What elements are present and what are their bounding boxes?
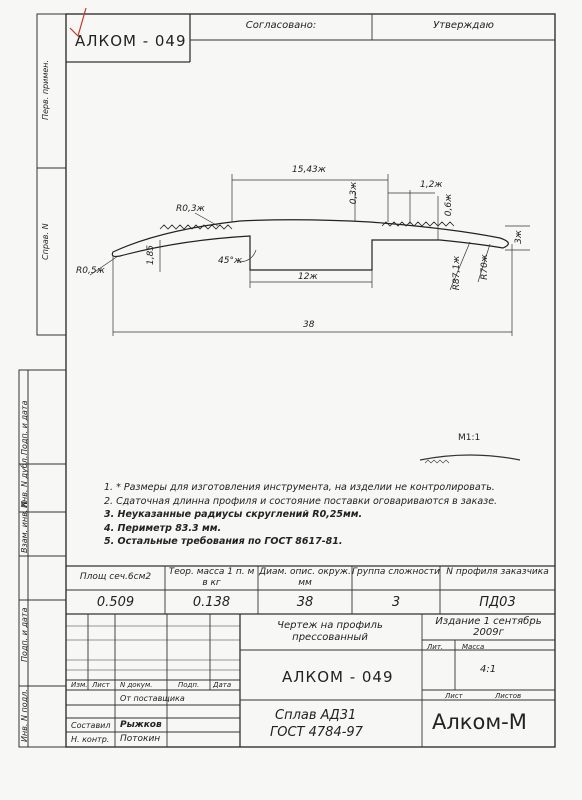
dim-outer-radius: R87,1ж	[452, 255, 463, 291]
spec-header-diameter: Диам. опис. окруж. мм	[259, 567, 351, 588]
spec-value-profile-no: ПД03	[479, 595, 516, 610]
side-label-podp-data-2: Подп. и дата	[20, 607, 29, 662]
col-sign: Подп.	[178, 681, 200, 689]
note-3: 3. Неуказанные радиусы скруглений R0,25мм.	[104, 509, 363, 520]
side-label-vzam-inv: Взам. инв. N	[20, 501, 29, 553]
material-alloy: Сплав АД31	[275, 708, 357, 723]
company-name: Алком-М	[432, 710, 527, 734]
side-label-podp-data-1: Подп. и дата	[20, 400, 29, 455]
dim-inner-radius: R70ж	[479, 254, 490, 280]
side-label-sprav: Справ. N	[41, 223, 50, 260]
dim-tooth-height: 0,3ж	[349, 181, 360, 205]
name-norm-control: Потокин	[120, 734, 161, 744]
dim-edge-radius: R0,5ж	[76, 266, 105, 276]
scale-sketch-label: М1:1	[458, 433, 481, 443]
col-list: Лист	[92, 681, 110, 689]
sheets-label: Листов	[495, 692, 522, 700]
from-supplier: От поставщика	[120, 694, 185, 703]
mass-label: Масса	[462, 643, 485, 651]
dim-top-thickness: 0,6ж	[444, 193, 455, 217]
spec-header-profile-no: N профиля заказчика	[446, 567, 549, 577]
role-norm-control: Н. контр.	[71, 735, 110, 744]
col-date: Дата	[213, 681, 232, 689]
note-5: 5. Остальные требования по ГОСТ 8617-81.	[104, 536, 343, 547]
approved-label: Утверждаю	[433, 20, 494, 31]
drawing-code: АЛКОМ - 049	[75, 32, 187, 50]
spec-value-area: 0.509	[96, 595, 135, 610]
side-label-inv-podl: Инв. N подл.	[20, 689, 29, 742]
role-author: Составил	[71, 721, 111, 730]
dim-height: 3ж	[513, 230, 524, 244]
name-author: Рыжков	[120, 720, 162, 730]
spec-value-mass: 0.138	[192, 595, 231, 610]
spec-value-group: 3	[391, 595, 401, 610]
dim-angle: 45°ж	[218, 256, 243, 266]
lit-label: Лит.	[427, 643, 444, 651]
notes-block	[104, 481, 544, 549]
side-label-inv-dubl: Инв. N дубл.	[20, 455, 29, 508]
spec-value-diameter: 38	[296, 595, 314, 610]
dim-base-width: 12ж	[298, 272, 318, 282]
spec-header-group: Группа сложности	[352, 567, 440, 577]
dim-edge-thickness: 1,85	[146, 244, 157, 266]
title-code: АЛКОМ - 049	[282, 668, 394, 686]
col-doc: N докум.	[120, 681, 153, 689]
spec-header-area: Площ сеч.6см2	[79, 572, 152, 582]
side-label-perv-primen: Перв. примен.	[41, 59, 50, 120]
note-4: 4. Периметр 83.3 мм.	[104, 522, 222, 534]
dim-overall-width: 38	[303, 320, 315, 330]
spec-header-mass: Теор. масса 1 п. м в кг	[168, 567, 255, 588]
dim-radius-tooth: R0,3ж	[176, 204, 205, 214]
dim-pitch: 1,2ж	[420, 180, 443, 190]
dim-width-top: 15,43ж	[292, 165, 326, 175]
note-2: 2. Сдаточная длинна профиля и состояние поставки оговариваются в заказе.	[104, 495, 498, 507]
material-standard: ГОСТ 4784-97	[270, 725, 363, 740]
edition: Издание 1 сентябрь 2009г	[435, 616, 542, 638]
drawing-title: Чертеж на профиль прессованный	[277, 620, 383, 643]
title-scale: 4:1	[480, 664, 497, 675]
agreed-label: Согласовано:	[245, 20, 317, 31]
sheet-label: Лист	[445, 692, 463, 700]
note-1: 1. * Размеры для изготовления инструмента, на изделии не контролировать.	[104, 482, 495, 493]
col-izm: Изм.	[71, 681, 88, 689]
